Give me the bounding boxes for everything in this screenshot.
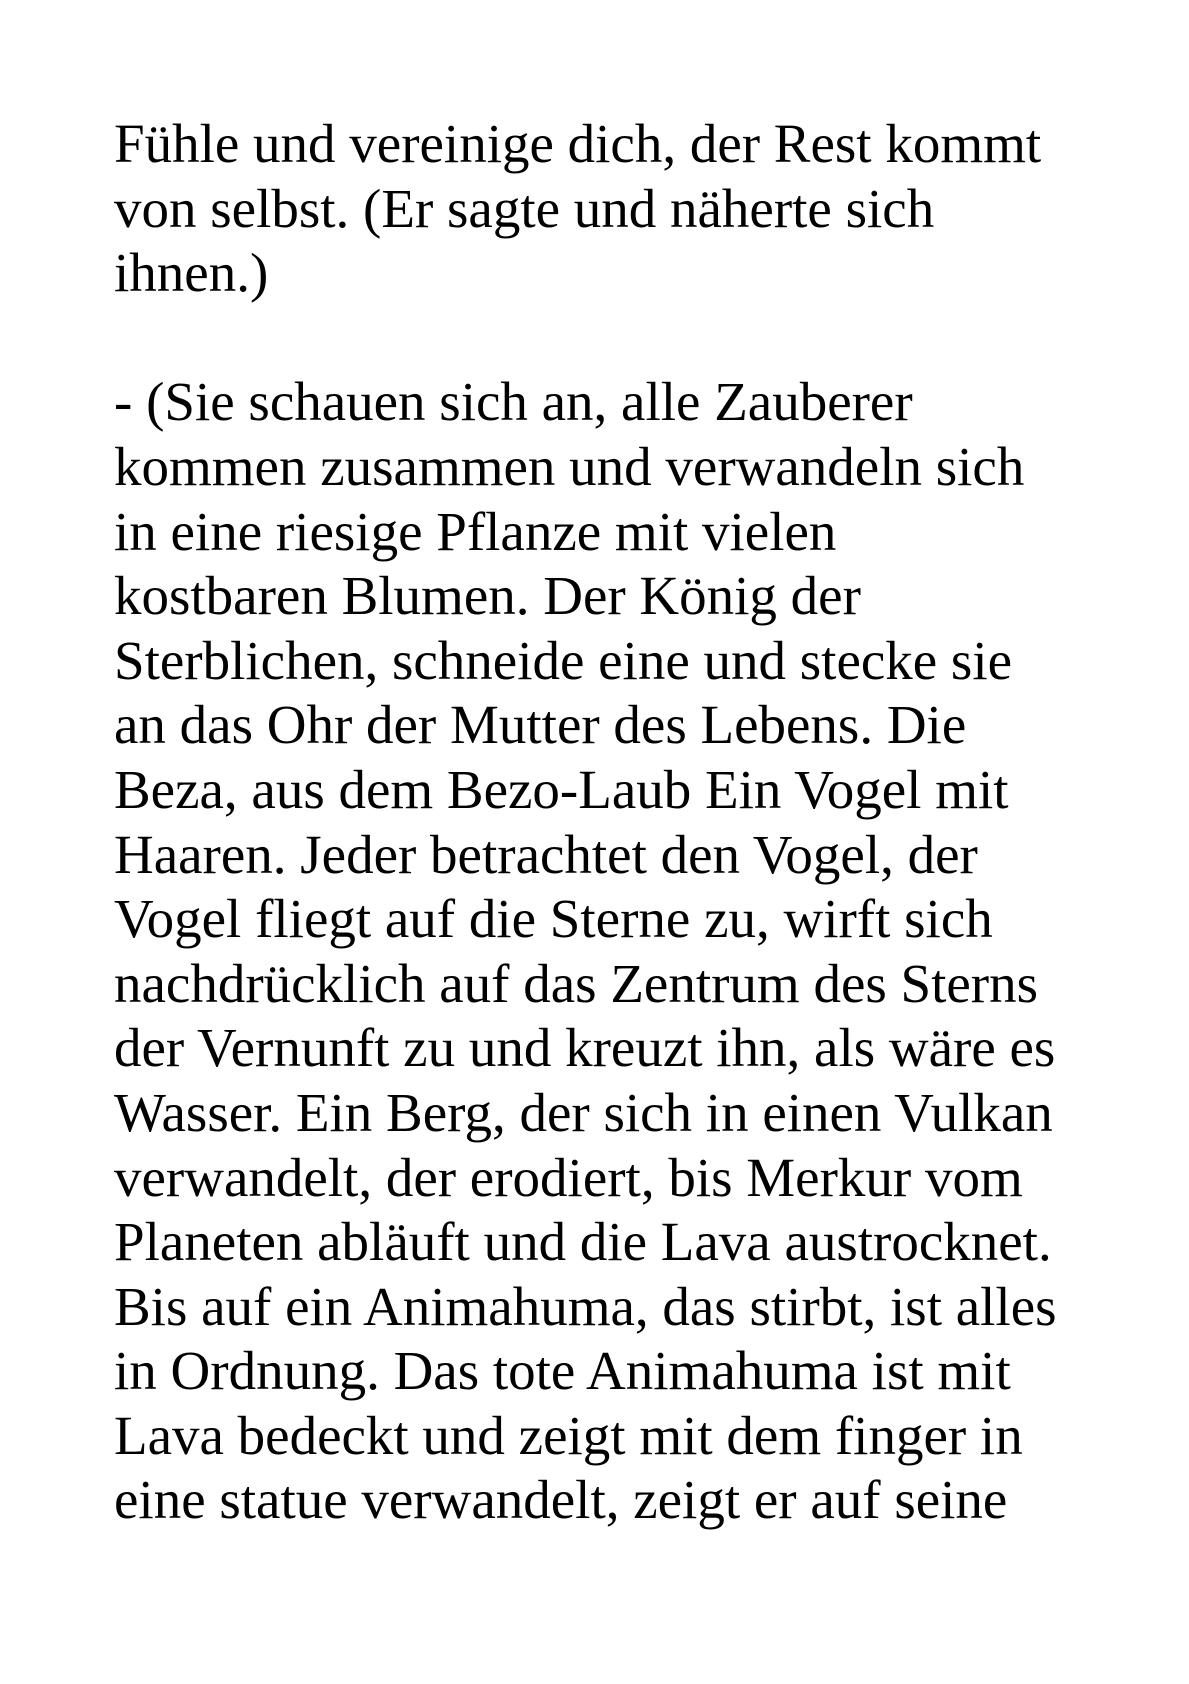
text-line: kostbaren Blumen. Der König der <box>114 565 861 627</box>
text-line: in Ordnung. Das tote Animahuma ist mit <box>114 1340 1011 1402</box>
text-line: Planeten abläuft und die Lava austrocknet. <box>114 1211 1052 1273</box>
text-line: Sterblichen, schneide eine und stecke sie <box>114 629 1013 691</box>
paragraph-spacer <box>114 306 1114 371</box>
text-line: Bis auf ein Animahuma, das stirbt, ist alles <box>114 1275 1057 1337</box>
text-line: von selbst. (Er sagte und näherte sich <box>114 177 935 239</box>
text-line: Vogel fliegt auf die Sterne zu, wirft sich <box>114 888 993 950</box>
paragraph <box>114 112 1114 306</box>
text-line: eine statue verwandelt, zeigt er auf seine <box>114 1469 1008 1531</box>
text-line: Haaren. Jeder betrachtet den Vogel, der <box>114 823 978 885</box>
paragraph <box>114 370 1114 1533</box>
text-line: der Vernunft zu und kreuzt ihn, als wäre es <box>114 1017 1056 1079</box>
text-line: Fühle und vereinige dich, der Rest kommt <box>114 113 1042 174</box>
text-line: nachdrücklich auf das Zentrum des Sterns <box>114 952 1039 1014</box>
text-line: - (Sie schauen sich an, alle Zauberer <box>114 371 913 433</box>
body-text <box>114 112 1114 1533</box>
text-line: in eine riesige Pflanze mit vielen <box>114 500 837 562</box>
text-line: Wasser. Ein Berg, der sich in einen Vulkan <box>114 1081 1053 1143</box>
text-line: kommen zusammen und verwandeln sich <box>114 435 1025 497</box>
text-line: ihnen.) <box>114 242 269 304</box>
text-line: an das Ohr der Mutter des Lebens. Die <box>114 694 967 756</box>
text-line: Lava bedeckt und zeigt mit dem finger in <box>114 1404 1023 1466</box>
text-line: verwandelt, der erodiert, bis Merkur vom <box>114 1146 1023 1208</box>
text-line: Beza, aus dem Bezo-Laub Ein Vogel mit <box>114 758 1009 820</box>
